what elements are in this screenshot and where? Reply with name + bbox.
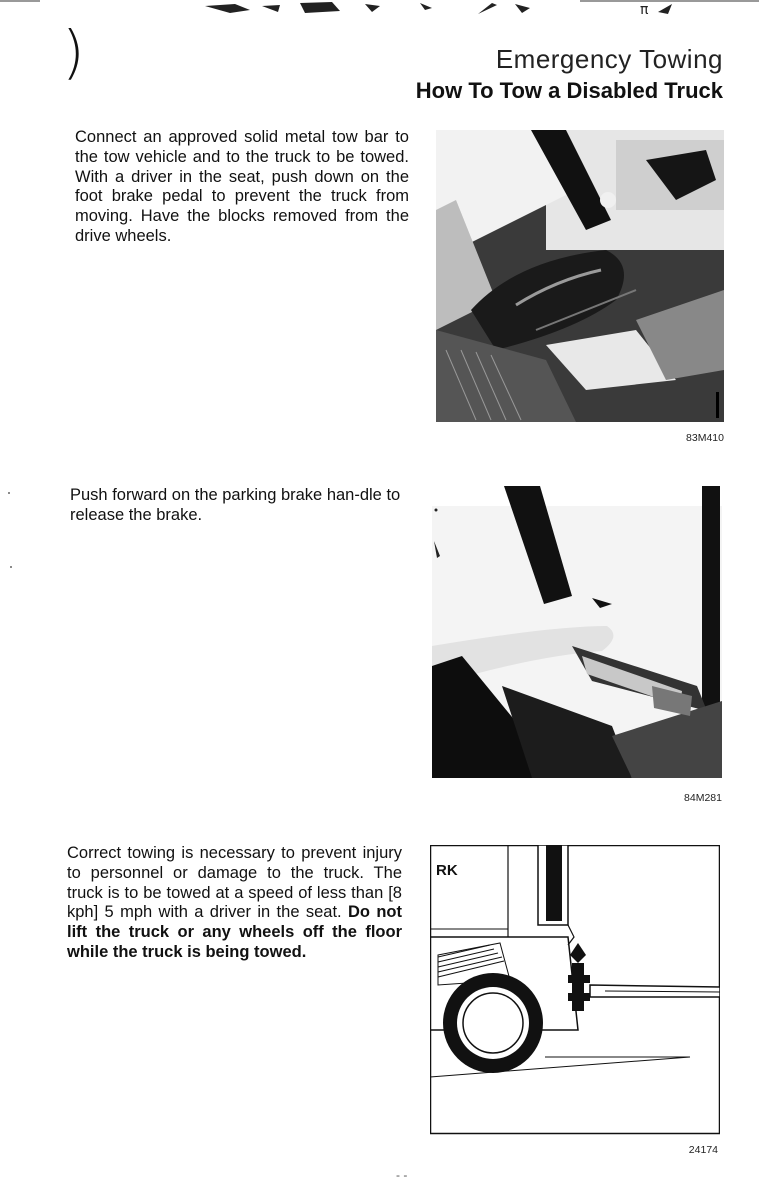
parking-brake-photo	[432, 486, 722, 778]
scan-speck	[8, 492, 10, 494]
towing-warning: Do not lift the truck or any wheels off the floor while the truck is being towed.	[67, 903, 403, 961]
step-2-text: Push forward on the parking brake han-dle to release the brake.	[70, 486, 401, 524]
figure-label-rk: RK	[436, 862, 458, 879]
scan-speck	[10, 566, 12, 568]
figure-caption-2: 84M281	[684, 792, 722, 804]
figure-caption-3: 24174	[688, 1144, 718, 1156]
figure-caption-1: 83M410	[686, 432, 724, 444]
step-1-text: Connect an approved solid metal tow bar to the tow vehicle and to the truck to be towed. With a driver in the seat, push down on the foot brake pedal to prevent the truck from moving. Have the blocks removed from the drive wheels.	[75, 128, 409, 245]
scan-artifact-top	[0, 0, 759, 18]
foot-brake-photo	[436, 130, 724, 422]
step-3-body: Correct towing is necessary to prevent injury to personnel or damage to the truck. The truck is to be towed at a speed of less than [8 kph] 5 mph with a driver in the seat.	[67, 844, 402, 922]
towing-diagram	[430, 845, 720, 1135]
margin-bracket: )	[62, 18, 85, 86]
section-title: Emergency Towing	[495, 44, 723, 74]
svg-text:π: π	[640, 2, 649, 18]
page-title: How To Tow a Disabled Truck	[415, 78, 723, 103]
page-number: - -	[396, 1168, 408, 1182]
step-3-text	[67, 844, 402, 963]
